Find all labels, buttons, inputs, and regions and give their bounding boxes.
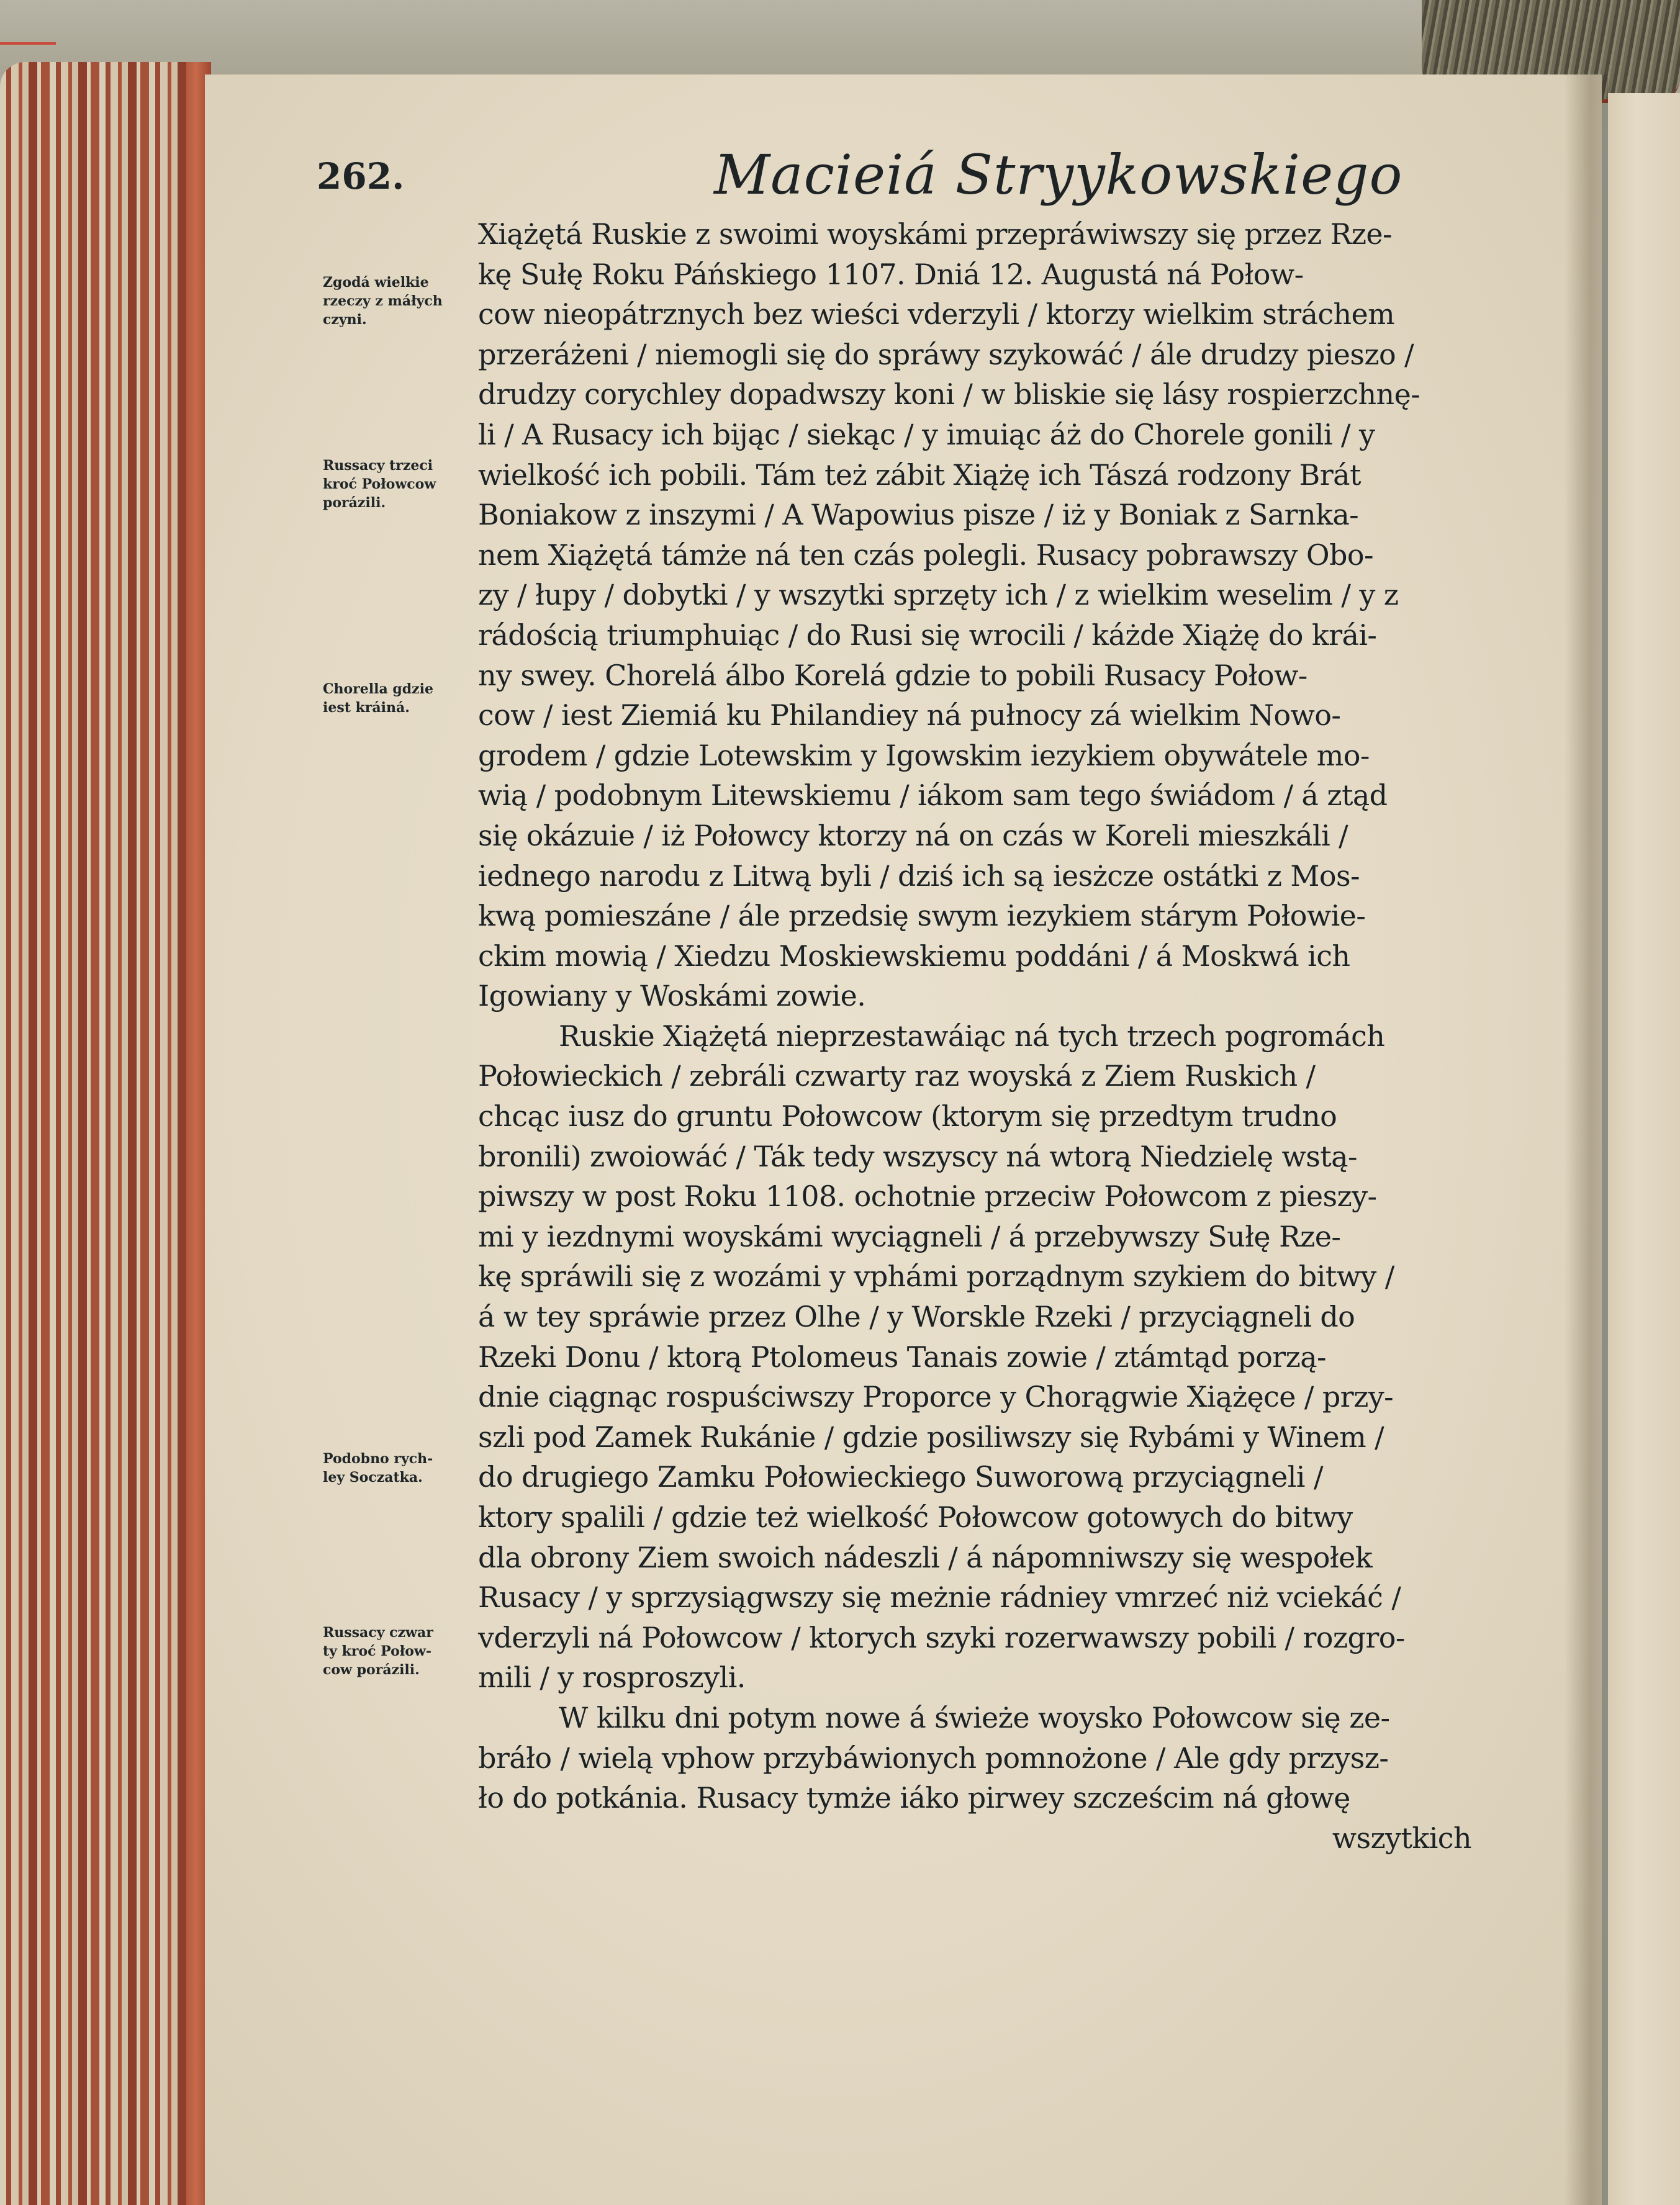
text-line: mi y iezdnymi woyskámi wyciągneli / á przebywszy Sułę Rze- xyxy=(478,1219,1341,1253)
text-line: kwą pomieszáne / ále przedsię swym iezykiem stárym Połowie- xyxy=(478,899,1366,933)
margin-note-line: rzeczy z máłych xyxy=(323,293,443,309)
text-line: dnie ciągnąc rospuściwszy Proporce y Chorągwie Xiążęce / przy- xyxy=(478,1380,1394,1414)
text-line: Boniakow z inszymi / A Wapowius pisze / iż y Boniak z Sarnka- xyxy=(478,498,1359,532)
text-line: Rusacy / y sprzysiągwszy się meżnie rádniey vmrzeć niż vciekáć / xyxy=(478,1580,1401,1615)
text-line: bronili) zwoiowáć / Ták tedy wszyscy ná wtorą Niedzielę wstą- xyxy=(478,1139,1357,1173)
margin-note xyxy=(323,1623,478,1679)
running-title: Macieiá Stryykowskiego xyxy=(714,143,1403,207)
text-line: Ruskie Xiążętá nieprzestawáiąc ná tych trzech pogromách xyxy=(559,1019,1385,1053)
margin-note-line: cow porázili. xyxy=(323,1662,420,1678)
text-line: mili / y rosproszyli. xyxy=(478,1661,746,1695)
text-line: vderzyli ná Połowcow / ktorych szyki rozerwawszy pobili / rozgro- xyxy=(478,1620,1405,1654)
text-line: iednego narodu z Litwą byli / dziś ich są iesżcze ostátki z Mos- xyxy=(478,859,1360,893)
margin-note-line: iest kráiná. xyxy=(323,700,410,716)
text-line: wielkość ich pobili. Tám też zábit Xiążę ich Tászá rodzony Brát xyxy=(478,458,1361,492)
page-fore-edge-stack xyxy=(0,62,211,2205)
margin-note xyxy=(323,1450,478,1487)
text-line: wią / podobnym Litewskiemu / iákom sam tego świádom / á ztąd xyxy=(478,778,1388,813)
text-line: cow nieopátrznych bez wieści vderzyli / ktorzy wielkim stráchem xyxy=(478,297,1395,331)
catchword: wszytkich xyxy=(1332,1821,1471,1855)
text-line: przeráżeni / niemogli się do spráwy szykowáć / ále drudzy pieszo / xyxy=(478,337,1414,371)
text-line: dla obrony Ziem swoich nádeszli / á nápomniwszy się wespołek xyxy=(478,1540,1373,1574)
text-line: nem Xiążętá támże ná ten czás polegli. Rusacy pobrawszy Obo- xyxy=(478,538,1373,572)
body-text xyxy=(478,214,1471,1858)
text-line: szli pod Zamek Rukánie / gdzie posiliwszy się Rybámi y Winem / xyxy=(478,1420,1384,1454)
text-line: rádością triumphuiąc / do Rusi się wrocili / káżde Xiążę do krái- xyxy=(478,618,1377,652)
text-line: kę Sułę Roku Páńskiego 1107. Dniá 12. Augustá ná Połow- xyxy=(478,257,1304,291)
text-line: grodem / gdzie Lotewskim y Igowskim iezykiem obywátele mo- xyxy=(478,738,1370,772)
running-head xyxy=(0,130,1680,217)
margin-note xyxy=(323,456,478,512)
margin-note-line: ley Soczatka. xyxy=(323,1469,423,1486)
text-line: á w tey spráwie przez Olhe / y Worskle Rzeki / przyciągneli do xyxy=(478,1300,1355,1334)
text-line: kę spráwili się z wozámi y vphámi porządnym szykiem do bitwy / xyxy=(478,1260,1394,1294)
text-line: piwszy w post Roku 1108. ochotnie przeciw Połowcom z pieszy- xyxy=(478,1179,1377,1214)
page-number: 262. xyxy=(317,155,405,197)
margin-note-line: Zgodá wielkie xyxy=(323,274,429,291)
text-line: li / A Rusacy ich bijąc / siekąc / y imuiąc áż do Chorele gonili / y xyxy=(478,417,1375,451)
facing-page-edge xyxy=(1608,93,1680,2205)
text-line: zy / łupy / dobytki / y wszytki sprzęty ich / z wielkim weselim / y z xyxy=(478,578,1399,612)
margin-note-line: Russacy trzeci xyxy=(323,458,433,474)
text-line: ktory spalili / gdzie też wielkość Połowcow gotowych do bitwy xyxy=(478,1500,1353,1534)
text-line: Igowiany y Woskámi zowie. xyxy=(478,979,866,1013)
margin-note-line: ty kroć Połow- xyxy=(323,1643,432,1659)
text-line: drudzy corychley dopadwszy koni / w bliskie się lásy rospierzchnę- xyxy=(478,377,1420,412)
margin-note-line: Chorella gdzie xyxy=(323,681,434,697)
margin-note-line: Podobno rych- xyxy=(323,1451,433,1467)
red-rule-line xyxy=(0,42,56,45)
margin-note xyxy=(323,273,478,329)
text-line: chcąc iusz do gruntu Połowcow (ktorym się przedtym trudno xyxy=(478,1099,1337,1134)
margin-note-line: porázili. xyxy=(323,495,386,511)
margin-note-line: kroć Połowcow xyxy=(323,476,436,492)
text-line: cow / iest Ziemiá ku Philandiey ná pułnocy zá wielkim Nowo- xyxy=(478,698,1341,733)
text-line: Połowieckich / zebráli czwarty raz woyská z Ziem Ruskich / xyxy=(478,1059,1316,1093)
text-line: W kilku dni potym nowe á świeże woysko Połowcow się ze- xyxy=(559,1700,1390,1734)
margin-note-line: czyni. xyxy=(323,312,367,328)
margin-note xyxy=(323,680,478,717)
text-line: bráło / wielą vphow przybáwionych pomnożone / Ale gdy przysz- xyxy=(478,1741,1389,1775)
text-line: do drugiego Zamku Połowieckiego Suworową przyciągneli / xyxy=(478,1460,1323,1494)
page-gutter-shadow xyxy=(1565,74,1608,2205)
text-line: ckim mowią / Xiedzu Moskiewskiemu poddáni / á Moskwá ich xyxy=(478,939,1350,973)
text-line: Xiążętá Ruskie z swoimi woyskámi przepráwiwszy się przez Rze- xyxy=(478,217,1392,251)
text-line: ło do potkánia. Rusacy tymże iáko pirwey szcześcim ná głowę xyxy=(478,1781,1350,1815)
text-line: Rzeki Donu / ktorą Ptolomeus Tanais zowie / ztámtąd porzą- xyxy=(478,1340,1326,1374)
text-line: ny swey. Chorelá álbo Korelá gdzie to pobili Rusacy Połow- xyxy=(478,658,1307,692)
margin-note-line: Russacy czwar xyxy=(323,1625,433,1641)
text-line: się okázuie / iż Połowcy ktorzy ná on czás w Koreli mieszkáli / xyxy=(478,818,1348,852)
